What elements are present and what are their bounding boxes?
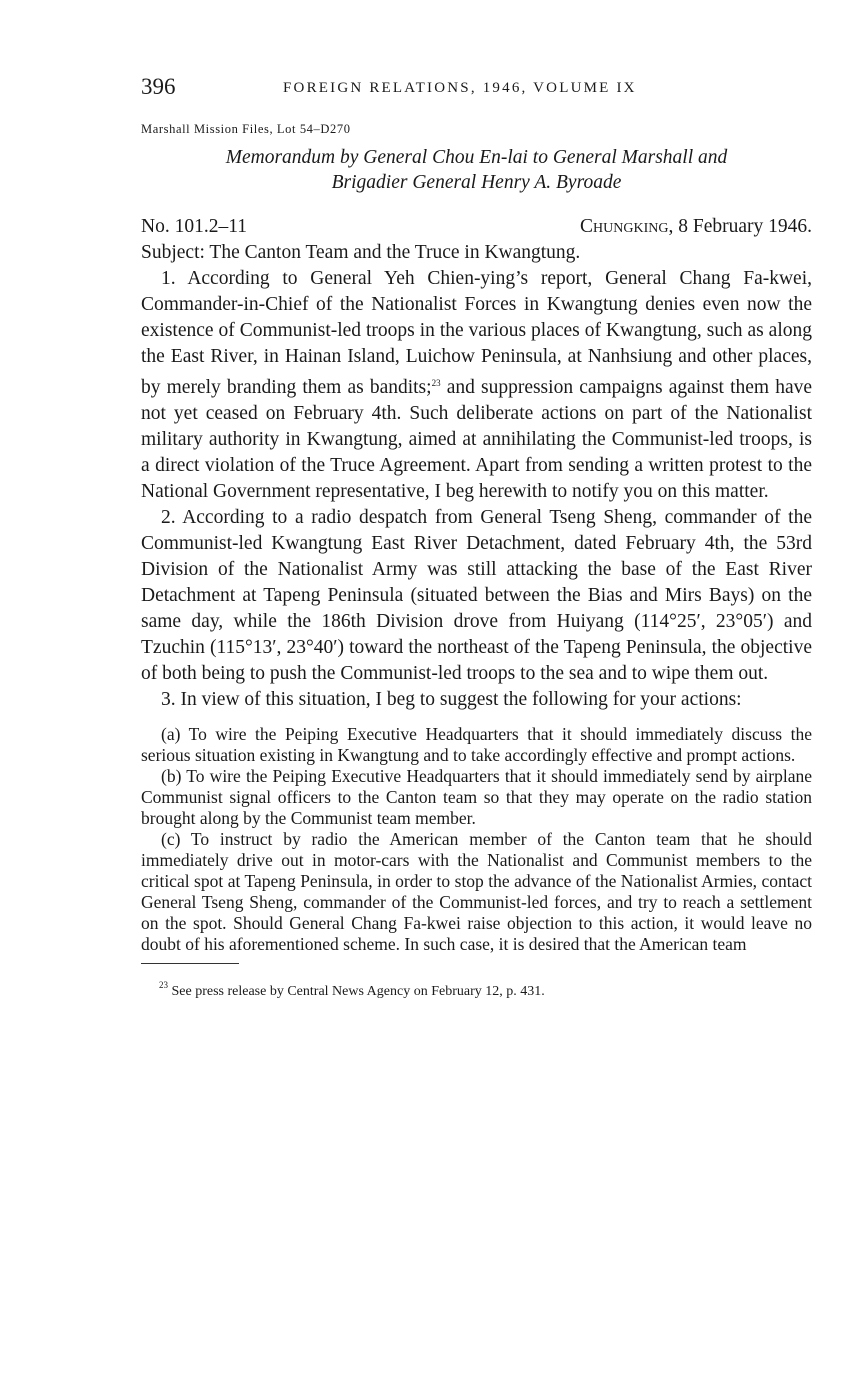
paragraph-1-text-b: and suppression campaigns against them have not yet ceased on February 4th. Such deliberate actions on part of the Nationalist military authority in Kwangtung, aimed at annihilating the Communist-led troops, is a direct violation of the Truce Agreement. Apart from sending a written protest to the National Government representative, I beg herewith to notify you on this matter. <box>141 377 812 502</box>
paragraph-1 <box>141 266 812 505</box>
footnote-reference: 23 <box>431 378 441 388</box>
page-number: 396 <box>141 74 176 99</box>
subitem-b <box>141 766 812 829</box>
document-number: No. 101.2–11 <box>141 216 247 237</box>
subitem-c-label: (c) <box>161 829 181 849</box>
subitem-a <box>141 724 812 766</box>
footnote-number: 23 <box>159 980 168 990</box>
subitem-c-text: To instruct by radio the American member of the Canton team that he should immediately drive out in motor-cars with the Nationalist and Communist members to the critical spot at Tapeng Peninsula, in order to stop the advance of the Nationalist Armies, contact General Tseng Sheng, commander of the Communist-led forces, and try to reach a settlement on the spot. Should General Chang Fa-kwei raise objection to this action, it would leave no doubt of his aforementioned scheme. In such case, it is desired that the American team <box>141 829 812 954</box>
document-page <box>141 74 812 1001</box>
page-header <box>141 74 812 108</box>
subject-line: Subject: The Canton Team and the Truce in Kwangtung. <box>141 242 581 263</box>
running-head: FOREIGN RELATIONS, 1946, VOLUME IX <box>283 80 637 96</box>
subitem-a-label: (a) <box>161 724 181 744</box>
footnote <box>141 976 812 1001</box>
subitem-b-label: (b) <box>161 766 182 786</box>
place-and-date <box>580 214 812 240</box>
paragraph-2: 2. According to a radio despatch from General Tseng Sheng, commander of the Communist-led Kwangtung East River Detachment, dated February 4th, the 53rd Division of the Nationalist Army was still attacking the base of the East River Detachment at Tapeng Peninsula (situated between the Bias and Mirs Bays) on the same day, while the 186th Division drove from Huiyang (114°25′, 23°05′) and Tzuchin (115°13′, 23°40′) toward the northeast of the Tapeng Peninsula, the objective of both being to push the Communist-led troops to the sea and to wipe them out. <box>141 507 812 684</box>
title-line-2: Brigadier General Henry A. Byroade <box>331 172 622 193</box>
title-line-1: Memorandum by General Chou En-lai to General Marshall and <box>225 147 728 168</box>
document-title <box>141 145 812 195</box>
footnote-divider <box>141 963 239 964</box>
place: Chungking <box>580 216 669 237</box>
subitem-b-text: To wire the Peiping Executive Headquarters that it should immediately send by airplane Communist signal officers to the Canton team so that they may operate on the radio station brought along by the Communist team member. <box>141 766 812 828</box>
subitem-c <box>141 829 812 955</box>
subitem-a-text: To wire the Peiping Executive Headquarters that it should immediately discuss the serious situation existing in Kwangtung and to take accordingly effective and prompt actions. <box>141 724 812 765</box>
paragraph-1-text-a: 1. According to General Yeh Chien-ying’s report, General Chang Fa-kwei, Commander-in-Chief of the Nationalist Forces in Kwangtung denies even now the existence of Communist-led troops in the various places of Kwangtung, such as along the East River, in Hainan Island, Luichow Peninsula, at Nanhsiung and other places, by merely branding them as bandits; <box>141 268 812 398</box>
date: , 8 February 1946. <box>668 216 812 237</box>
footnote-text: See press release by Central News Agency on February 12, p. 431. <box>168 984 545 999</box>
source-note: Marshall Mission Files, Lot 54–D270 <box>141 122 351 136</box>
dateline <box>141 214 812 240</box>
paragraph-3: 3. In view of this situation, I beg to suggest the following for your actions: <box>161 689 742 710</box>
